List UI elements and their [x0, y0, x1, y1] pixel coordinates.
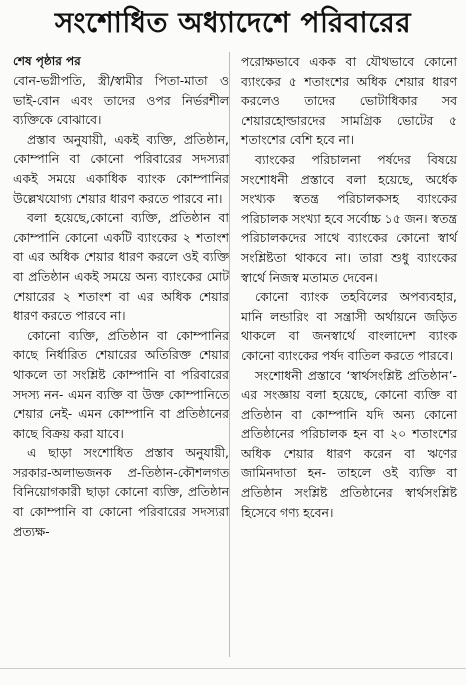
paragraph: ব্যাংকের পরিচালনা পর্ষদের বিষয়ে সংশোধনী প্রস্তাবে বলা হয়েছে, অর্ধেক সংখ্যক স্বতন্ত্র পরিচালকসহ ব্যাংকের পরিচালক সংখ্যা হবে সর্বোচ্চ ১৫ জন। স্বতন্ত্র পরিচালকদের সাথে ব্যাংকের কোনো স্বার্থ সংশ্লিষ্টতা থাকবে না। তারা শুধু ব্যাংকের স্বার্থে নিজস্ব মতামত দেবেন।: [241, 151, 457, 285]
paragraph: এ ছাড়া সংশোধিত প্রস্তাব অনুযায়ী, সরকার-অলাভজনক প্র-তিষ্ঠান-কৌশলগত বিনিয়োগকারী ছাড়া কোনো ব্যক্তি, প্রতিষ্ঠান বা কোম্পানি বা কোনো পরিবারের সদস্যরা প্রত্যক্ষ-: [13, 445, 229, 539]
paragraph: বলা হয়েছে,কোনো ব্যক্তি, প্রতিষ্ঠান বা কোম্পানি কোনো একটি ব্যাংকের ২ শতাংশ বা এর অধিক শেয়ার ধারণ করলে ওই ব্যক্তি বা প্রতিষ্ঠান একই সময়ে অন্য ব্যাংকের মোট শেয়ারের ২ শতাংশ বা এর অধিক শেয়ার ধারণ করতে পারবে না।: [13, 210, 229, 324]
paragraph: প্রস্তাব অনুযায়ী, একই ব্যক্তি, প্রতিষ্ঠান, কোম্পানি বা কোনো পরিবারের সদস্যরা একই সময়ে একাধিক ব্যাংক কোম্পানির উল্লেখযোগ্য শেয়ার ধারণ করতে পারবে না।: [13, 131, 229, 206]
left-column: [13, 52, 229, 541]
headline: সংশোধিত অধ্যাদেশে পরিবারের: [54, 6, 412, 39]
right-column: [241, 52, 457, 522]
paragraph: কোনো ব্যাংক তহবিলের অপব্যবহার, মানি লন্ডারিং বা সন্ত্রাসী অর্থায়নে জড়িত থাকলে বা জনস্বার্থে বাংলাদেশ ব্যাংক কোনো ব্যাংকের পর্ষদ বাতিল করতে পারবে।: [241, 289, 457, 363]
column-divider: [229, 52, 230, 657]
paragraph: পরোক্ষভাবে একক বা যৌথভাবে কোনো ব্যাংকের ৫ শতাংশের অধিক শেয়ার ধারণ করলেও তাদের ভোটাধিকার সব শেয়ারহোল্ডারদের সামগ্রিক ভোটের ৫ শতাংশের বেশি হবে না।: [241, 54, 457, 148]
bottom-rule: [0, 668, 466, 669]
paragraph: বোন-ভগ্নীপতি, স্ত্রী/স্বামীর পিতা-মাতা ও ভাই-বোন এবং তাদের ওপর নির্ভরশীল ব্যক্তিকে বোঝাবে।: [13, 73, 229, 128]
paragraph: কোনো ব্যক্তি, প্রতিষ্ঠান বা কোম্পানির কাছে নির্ধারিত শেয়ারের অতিরিক্ত শেয়ার থাকলে তা সংশ্লিষ্ট কোম্পানি বা পরিবারের সদস্য নন- এমন ব্যক্তি বা উক্ত কোম্পানিতে শেয়ার নেই- এমন কোম্পানি বা প্রতিষ্ঠানের কাছে বিক্রয় করা যাবে।: [13, 327, 229, 441]
continued-from-label: শেষ পৃষ্ঠার পর: [13, 54, 81, 68]
paragraph: সংশোধনী প্রস্তাবে ‘স্বার্থসংশ্লিষ্ট প্রতিষ্ঠান’-এর সংজ্ঞায় বলা হয়েছে, কোনো ব্যক্তি বা প্রতিষ্ঠান বা কোম্পানি যদি অন্য কোনো প্রতিষ্ঠানের পরিচালক হন বা ২০ শতাংশের অধিক শেয়ার ধারণ করেন বা ঋণের জামিনদাতা হন- তাহলে ওই ব্যক্তি বা প্রতিষ্ঠান সংশ্লিষ্ট প্রতিষ্ঠানের স্বার্থসংশ্লিষ্ট হিসেবে গণ্য হবেন।: [241, 367, 457, 520]
